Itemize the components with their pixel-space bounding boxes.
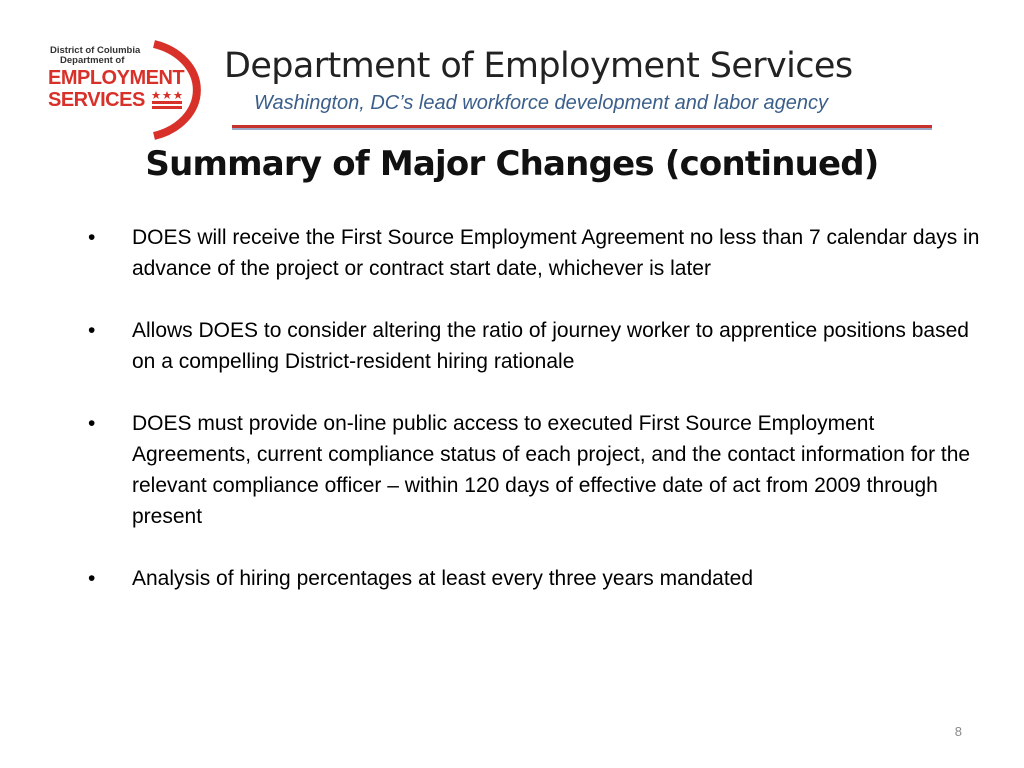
bullet-item — [84, 315, 984, 377]
bullet-icon: • — [88, 412, 96, 435]
slide-title: Summary of Major Changes (continued) — [145, 144, 879, 184]
logo-district-text: District of Columbia — [50, 45, 141, 56]
does-logo — [44, 40, 220, 140]
bullet-text: Analysis of hiring percentages at least every three years mandated — [132, 567, 754, 590]
bullet-icon: • — [88, 226, 96, 249]
bullet-list — [84, 222, 984, 625]
logo-department-text: Department of — [60, 55, 125, 66]
header-divider — [232, 125, 932, 130]
bullet-item — [84, 408, 984, 532]
bullet-icon: • — [88, 319, 96, 342]
bullet-icon: • — [88, 567, 96, 590]
logo-services-text: SERVICES — [48, 89, 145, 111]
header-tagline: Washington, DC’s lead workforce development and labor agency — [254, 92, 829, 114]
bullet-text: DOES must provide on-line public access to executed First Source Employment Agreements, current compliance status of each project, and the contact information for the relevant compliance officer – within 120 days of effective date of act from 2009 through present — [132, 412, 971, 528]
bullet-text: DOES will receive the First Source Employment Agreement no less than 7 calendar days in advance of the project or contract start date, whichever is later — [132, 226, 980, 280]
logo-employment-text: EMPLOYMENT — [48, 67, 185, 89]
bullet-item — [84, 563, 984, 594]
bullet-text: Allows DOES to consider altering the ratio of journey worker to apprentice positions based on a compelling District-resident hiring rationale — [132, 319, 969, 373]
bullet-item — [84, 222, 984, 284]
page-number: 8 — [954, 724, 962, 739]
header-title: Department of Employment Services — [224, 46, 853, 86]
dc-flag-icon — [152, 91, 182, 109]
